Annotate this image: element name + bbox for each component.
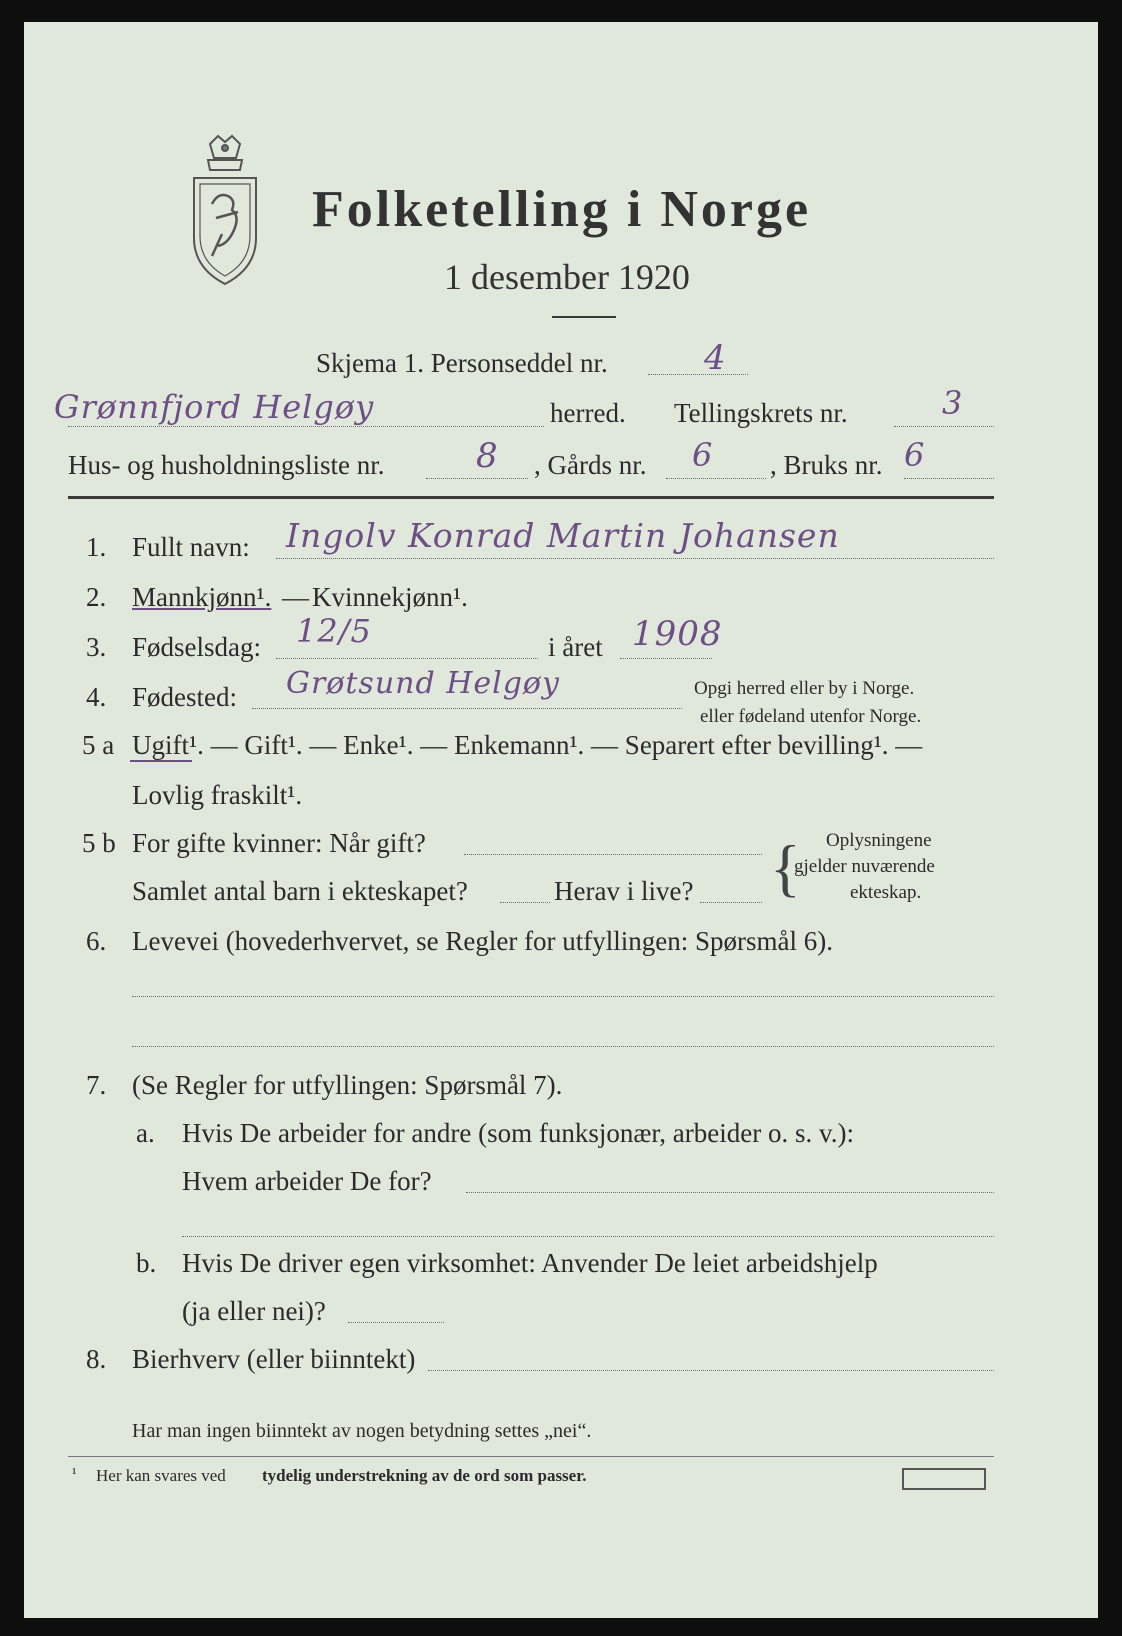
household-field[interactable] — [426, 478, 528, 479]
hired-help-field[interactable] — [348, 1322, 444, 1323]
q3-number: 3. — [86, 632, 107, 662]
tellingskrets-value: 3 — [942, 384, 964, 422]
q4-number: 4. — [86, 682, 107, 712]
q7b-text: Hvis De driver egen virksomhet: Anvender De leiet arbeidshjelp — [182, 1248, 878, 1278]
birthplace-value: Grøtsund Helgøy — [286, 666, 560, 701]
gards-label: , Gårds nr. — [534, 450, 647, 480]
coat-of-arms-icon — [182, 134, 268, 288]
birthday-field[interactable] — [276, 658, 538, 659]
herred-field[interactable] — [68, 426, 544, 427]
married-when-field[interactable] — [464, 854, 762, 855]
q7a-text: Hvis De arbeider for andre (som funksjonær, arbeider o. s. v.): — [182, 1118, 854, 1148]
herred-value: Grønnfjord Helgøy — [54, 388, 375, 426]
schema-label: Skjema 1. Personseddel nr. — [316, 348, 608, 378]
marital-status-line2[interactable]: Lovlig fraskilt¹. — [132, 780, 303, 810]
q7b-text-2: (ja eller nei)? — [182, 1296, 326, 1326]
full-name-value: Ingolv Konrad Martin Johansen — [286, 516, 840, 555]
birthplace-note-2: eller fødeland utenfor Norge. — [700, 706, 922, 727]
q1-number: 1. — [86, 532, 107, 562]
footnote-a: Her kan svares ved — [96, 1466, 226, 1485]
q5b-note-3: ekteskap. — [850, 882, 922, 903]
children-field[interactable] — [500, 902, 550, 903]
living-label: Herav i live? — [554, 876, 694, 906]
year-field[interactable] — [620, 658, 712, 659]
census-form — [24, 22, 1098, 1618]
occupation-field-2[interactable] — [132, 1046, 994, 1047]
q2-dash: — — [282, 582, 309, 612]
form-title: Folketelling i Norge — [312, 181, 812, 238]
employer-field[interactable] — [466, 1192, 994, 1193]
gards-value: 6 — [692, 436, 714, 474]
bruks-value: 6 — [904, 436, 926, 474]
full-name-field[interactable] — [276, 558, 994, 559]
living-field[interactable] — [700, 902, 762, 903]
form-date: 1 desember 1920 — [444, 257, 690, 297]
female-option[interactable]: Kvinnekjønn¹. — [312, 582, 468, 612]
printer-stamp — [902, 1468, 986, 1490]
year-value: 1908 — [632, 614, 723, 654]
q8-number: 8. — [86, 1344, 107, 1374]
q2-number: 2. — [86, 582, 107, 612]
birthplace-field[interactable] — [252, 708, 682, 709]
bruks-field[interactable] — [904, 478, 994, 479]
household-label: Hus- og husholdningsliste nr. — [68, 450, 385, 480]
tellingskrets-label: Tellingskrets nr. — [674, 398, 848, 428]
male-option[interactable]: Mannkjønn¹. — [132, 582, 272, 612]
footnote-b: tydelig understrekning av de ord som passer. — [262, 1466, 587, 1485]
footnote-mark: ¹ — [72, 1466, 77, 1482]
bruks-label: , Bruks nr. — [770, 450, 883, 480]
q7a-text-2: Hvem arbeider De for? — [182, 1166, 432, 1196]
q6-label: Levevei (hovederhvervet, se Regler for utfyllingen: Spørsmål 6). — [132, 926, 834, 956]
tellingskrets-field[interactable] — [894, 426, 994, 427]
q1-label: Fullt navn: — [132, 532, 250, 562]
marital-status-options[interactable]: Ugift¹. — Gift¹. — Enke¹. — Enkemann¹. — Separert efter bevilling¹. — — [132, 730, 923, 760]
gards-field[interactable] — [666, 478, 766, 479]
schema-value: 4 — [704, 338, 727, 378]
birthday-value: 12/5 — [296, 612, 372, 650]
q7a-letter: a. — [136, 1118, 155, 1148]
q7-label: (Se Regler for utfyllingen: Spørsmål 7). — [132, 1070, 563, 1100]
children-label: Samlet antal barn i ekteskapet? — [132, 876, 468, 906]
birthplace-note-1: Opgi herred eller by i Norge. — [694, 678, 915, 699]
side-income-field[interactable] — [428, 1370, 994, 1371]
q5a-number: 5 a — [82, 730, 115, 760]
q5b-brace: { — [770, 832, 801, 903]
title-divider — [552, 316, 616, 318]
q7b-letter: b. — [136, 1248, 157, 1278]
q3-label: Fødselsdag: — [132, 632, 262, 662]
q6-number: 6. — [86, 926, 107, 956]
q5b-note-1: Oplysningene — [826, 830, 932, 851]
schema-field[interactable] — [648, 374, 748, 375]
q4-label: Fødested: — [132, 682, 237, 712]
header-rule — [68, 496, 994, 499]
occupation-field-1[interactable] — [132, 996, 994, 997]
year-label: i året — [548, 632, 603, 662]
q5b-note-2: gjelder nuværende — [794, 856, 935, 877]
q8-label: Bierhverv (eller biinntekt) — [132, 1344, 416, 1374]
q7-number: 7. — [86, 1070, 107, 1100]
q5b-number: 5 b — [82, 828, 116, 858]
married-when-label: For gifte kvinner: Når gift? — [132, 828, 426, 858]
footer-rule — [68, 1456, 994, 1457]
ugift-underline — [130, 760, 192, 762]
household-value: 8 — [476, 436, 499, 476]
side-income-note: Har man ingen biinntekt av nogen betydning settes „nei“. — [132, 1420, 592, 1442]
herred-label: herred. — [550, 398, 626, 428]
employer-field-2[interactable] — [182, 1236, 994, 1237]
